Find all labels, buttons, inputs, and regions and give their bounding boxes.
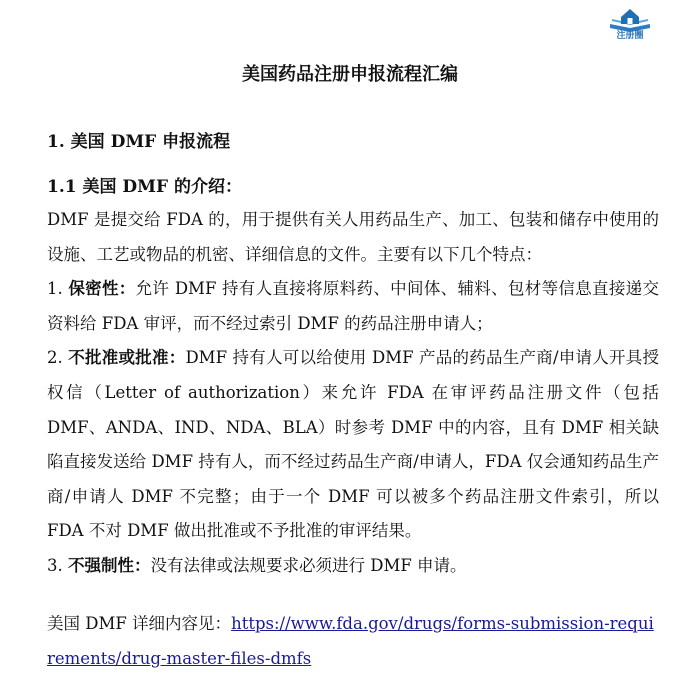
intro-paragraph: DMF 是提交给 FDA 的，用于提供有关人用药品生产、加工、包装和储存中使用的设施、工艺或物品的机密、详细信息的文件。主要有以下几个特点：: [47, 210, 659, 264]
list-label: 不批准或批准：: [68, 348, 186, 368]
list-label: 不强制性：: [68, 555, 151, 575]
list-text: 没有法律或法规要求必须进行 DMF 申请。: [150, 555, 467, 575]
list-label: 保密性：: [68, 279, 136, 299]
document-title: 美国药品注册申报流程汇编: [242, 64, 458, 85]
fda-dmf-link[interactable]: https://www.fda.gov/drugs/forms-submission-requirements/drug-master-files-dmfs: [47, 614, 654, 668]
section-heading: 1. 美国 DMF 申报流程: [47, 132, 231, 152]
body-text: [47, 203, 659, 584]
list-number: 1.: [47, 279, 69, 299]
list-item-approval: [47, 341, 659, 549]
details-line: [47, 607, 659, 676]
list-item-confidentiality: [47, 272, 659, 341]
subsection-heading: 1.1 美国 DMF 的介绍：: [47, 177, 242, 197]
logo-text: 注册圈: [616, 31, 644, 41]
list-number: 2.: [47, 348, 69, 368]
list-number: 3.: [47, 555, 68, 575]
list-text: 允许 DMF 持有人直接将原料药、中间体、辅料、包材等信息直接递交资料给 FDA 审评，而不经过索引 DMF 的药品注册申请人；: [47, 279, 660, 333]
list-text: DMF 持有人可以给使用 DMF 产品的药品生产商/申请人开具授权信（Letter of authorization）来允许 FDA 在审评药品注册文件（包括 DMF、ANDA、IND、NDA、BLA）时参考 DMF 中的内容，且有 DMF 相关缺陷直接发送给 DMF 持有人，而不经过药品生产商/申请人，FDA 仅会通知药品生产商/申请人 DMF 不完整；由于一个 DMF 可以被多个药品注册文件索引，所以 FDA 不对 DMF 做出批准或不予批准的审评结果。: [47, 348, 659, 541]
list-item-non-mandatory: [47, 549, 659, 584]
details-label: 美国 DMF 详细内容见：: [47, 614, 232, 633]
